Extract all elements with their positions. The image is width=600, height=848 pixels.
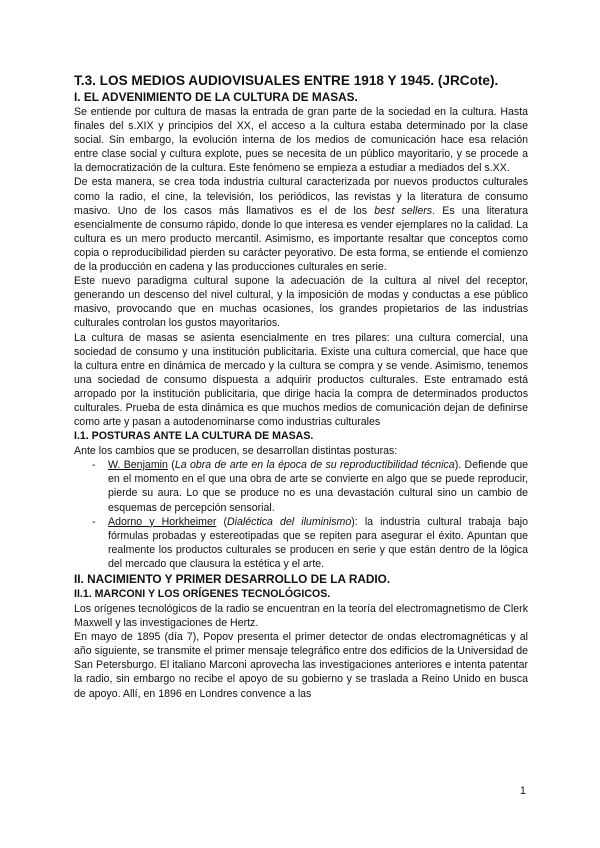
subsection-2-1-paragraph-1: Los orígenes tecnológicos de la radio se encuentran en la teoría del electromagnetismo de Clerk Maxwell y las investigaciones de Hertz. [74, 603, 528, 630]
author-name: Adorno y Horkheimer [108, 515, 217, 528]
best-sellers-term: best sellers [374, 204, 433, 217]
page-content [74, 72, 528, 701]
item-text: ). Defiende que en el momento en el que una obra de arte se convierte en algo que se puede reproducir, pierde su aura. Lo que se produce no es una devastación cultural sino un cambio de esquemas de percepción sensorial. [108, 459, 528, 514]
list-dash: - [92, 459, 96, 472]
document-title: T.3. LOS MEDIOS AUDIOVISUALES ENTRE 1918 Y 1945. (JRCote). [74, 73, 499, 88]
section-2-heading: II. NACIMIENTO Y PRIMER DESARROLLO DE LA RADIO. [74, 572, 391, 586]
paren-open: ( [167, 459, 175, 472]
list-item [74, 458, 528, 514]
work-title: La obra de arte en la época de su reproductibilidad técnica [174, 459, 455, 472]
section-1-paragraph-2 [74, 175, 528, 274]
page-number: 1 [520, 785, 526, 797]
section-1-paragraph-1: Se entiende por cultura de masas la entrada de gran parte de la sociedad en la cultura. Hasta finales del s.XIX y principios del XX, el acceso a la cultura estaba determinado por la clase social. Sin embargo, la evolución interna de los medios de comunicación hace esa relación entre clase social y cultura explote, pues se necesita de un público mayoritario, y se procede a la democratización de la cultura. Este fenómeno se empieza a estudiar a mediados del s.XX. [74, 106, 528, 175]
author-name: W. Benjamin [108, 459, 168, 472]
subsection-2-1-paragraph-2: En mayo de 1895 (día 7), Popov presenta el primer detector de ondas electromagnéticas y al año siguiente, se transmite el primer mensaje telegráfico entre dos edificios de la Universidad de San Petersburgo. El italiano Marconi aprovecha las investigaciones anteriores e intenta patentar la radio, sin embargo no recibe el apoyo de su gobierno y se traslada a Reino Unido en busca de apoyo. Allí, en 1896 en Londres convence a las [74, 631, 528, 700]
subsection-1-1-heading: I.1. POSTURAS ANTE LA CULTURA DE MASAS. [74, 430, 314, 443]
work-title: Dialéctica del iluminismo [227, 515, 352, 528]
paren-open: ( [216, 515, 227, 528]
subsection-2-1-heading: II.1. MARCONI Y LOS ORÍGENES TECNOLÓGICOS. [74, 588, 331, 600]
item-text: ): la industria cultural trabaja bajo fórmulas probadas y estereotipadas que se repiten para asegurar el éxito. Apuntan que realmente los productos culturales se producen en serie y que están dentro de la lógica del mercado que clausura la estética y el arte. [108, 515, 529, 570]
section-1-heading: I. EL ADVENIMIENTO DE LA CULTURA DE MASAS. [74, 90, 358, 104]
list-item [74, 515, 528, 571]
subsection-1-1-intro: Ante los cambios que se producen, se desarrollan distintas posturas: [74, 445, 398, 458]
list-dash: - [92, 515, 96, 528]
section-1-paragraph-3: Este nuevo paradigma cultural supone la adecuación de la cultura al nivel del receptor, generando un descenso del nivel cultural, y la imposición de modas y conductas a ese público masivo, provocando que en muchas ocasiones, los grandes propietarios de las industrias culturales controlan los gustos mayoritarios. [74, 275, 528, 330]
postures-list [74, 458, 528, 571]
paragraph-2-text-a: De esta manera, se crea toda industria cultural caracterizada por nuevos productos culturales como la radio, el cine, la televisión, los periódicos, las revistas y la literatura de consumo masivo. Uno de los casos más llamativos es el de los [74, 176, 528, 217]
paragraph-2-text-b: . Es una literatura esencialmente de consumo rápido, donde lo que interesa es vender ejemplares no la calidad. La cultura es un mero producto mercantil. Asimismo, es importante resaltar que conceptos como copia o reproducibilidad pierden su carácter peyorativo. De esta forma, se entiende el comienzo de la producción en cadena y las producciones culturales en serie. [74, 204, 528, 274]
section-1-paragraph-4: La cultura de masas se asienta esencialmente en tres pilares: una cultura comercial, una sociedad de consumo y una institución publicitaria. Existe una cultura comercial, que hace que la cultura entre en dinámica de mercado y la cultura se compra y se vende. Asimismo, tenemos una sociedad de consumo dispuesta a adquirir productos culturales. Este entramado está arropado por la institución publicitaria, que dirige hacia la compra de determinados productos culturales. Prueba de esta dinámica es que muchos medios de comunicación dejan de definirse como arte y pasan a autodenominarse como industrias culturales [74, 331, 528, 429]
